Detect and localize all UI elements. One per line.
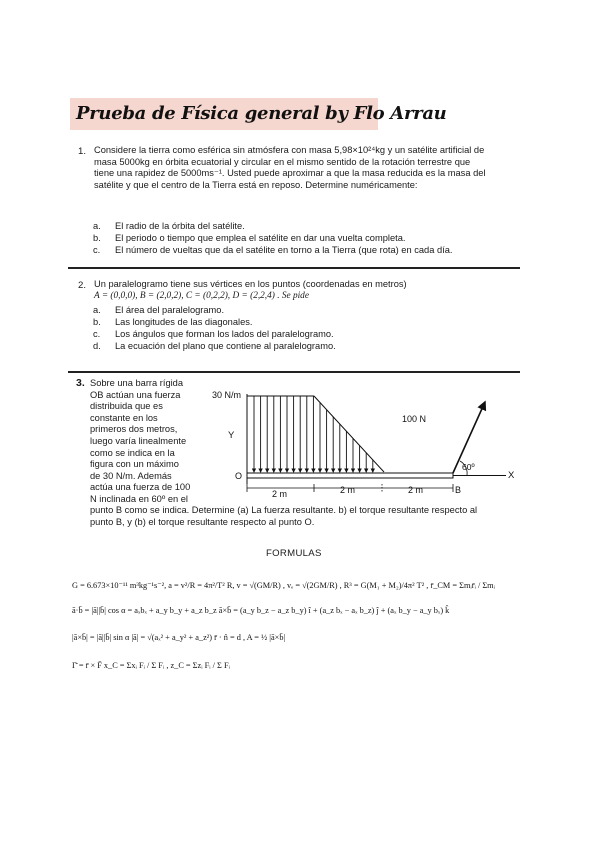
q1-item-b: b. El periodo o tiempo que emplea el satélite en dar una vuelta completa. — [93, 233, 406, 243]
q2-line: Un paralelogramo tiene sus vértices en los puntos (coordenadas en metros) — [94, 279, 407, 289]
formulas-heading: FORMULAS — [266, 548, 322, 559]
beam-bar — [247, 473, 453, 478]
x-axis-label: X — [508, 470, 515, 481]
q3-number: 3. — [76, 377, 85, 389]
q3-line: OB actúan una fuerza — [90, 389, 181, 400]
q1-number: 1. — [78, 146, 87, 157]
q1-item-c: c. El número de vueltas que da el satélite en torno a la Tierra (que rota) en cada día. — [93, 245, 453, 255]
divider-2 — [68, 371, 520, 373]
q1-line: masa 5000kg en órbita ecuatorial y circular en el mismo sentido de la rotación terrestre que — [94, 156, 471, 167]
segment-label: 2 m — [408, 485, 424, 495]
y-axis-label: Y — [228, 430, 235, 441]
segment-label: 2 m — [272, 489, 288, 499]
q1-line: Considere la tierra como esférica sin atmósfera con masa 5,98×10²⁴kg y un satélite artificial de — [94, 145, 485, 155]
q3-tail-text — [90, 505, 530, 528]
segment-label: 2 m — [340, 485, 356, 495]
formula-line-2: ā·b̄ = |ā||b̄| cos α = aₓbₓ + a_y b_y + a_z b_z ā×b̄ = (a_y b_z − a_z b_y) î + (a_z bₓ − aₓ b_z) ĵ + (aₓ b_y − a_y bₓ) k̂ — [72, 606, 450, 615]
q3-line: primeros dos metros, — [90, 424, 178, 435]
q2-item-b: b. Las longitudes de las diagonales. — [93, 317, 253, 327]
q3-line: como se indica en la — [90, 447, 175, 458]
formula-line-3: |ā×b̄| = |ā||b̄| sin α |ā| = √(aₓ² + a_y² + a_z²) r̄ · n̂ = d , A = ½ |ā×b̄| — [72, 633, 286, 642]
b-label: B — [455, 485, 462, 495]
q3-line: de 30 N/m. Además — [90, 470, 172, 481]
q1-line: tiene una rapidez de 5000ms⁻¹. Usted puede aproximar a que la masa reducida es la masa del — [94, 168, 486, 179]
q1-text — [94, 145, 526, 191]
formula-line-4: Γ̄ = r̄ × F̄ x_C = Σxᵢ Fᵢ / Σ Fᵢ , z_C = Σzᵢ Fᵢ / Σ Fᵢ — [72, 661, 230, 670]
q3-line: N inclinada en 60º en el — [90, 493, 188, 504]
q3-line: luego varía linealmente — [90, 435, 187, 446]
force-label: 100 N — [402, 414, 427, 424]
q3-line: constante en los — [90, 412, 158, 423]
q3-tail-line: punto B como se indica. Determine (a) La fuerza resultante. b) el torque resultante respecto al — [90, 505, 478, 515]
q3-line: figura con un máximo — [90, 459, 179, 470]
q2-item-c: c. Los ángulos que forman los lados del paralelogramo. — [93, 329, 334, 339]
q3-column-text — [90, 378, 202, 506]
q3-line: actúa una fuerza de 100 — [90, 482, 191, 493]
angle-label: 60º — [462, 462, 475, 472]
load-label: 30 N/m — [212, 390, 242, 400]
q3-line: Sobre una barra rígida — [90, 378, 184, 388]
q1-line: satélite y que el centro de la Tierra está en reposo. Determine numéricamente: — [94, 179, 418, 190]
formula-line-1: G = 6.673×10⁻¹¹ m³kg⁻¹s⁻², a = v²/R = 4π²/T² R, v = √(GM/R) , vₑ = √(2GM/R) , R³ = G(M₁ + M₂)/4π² T² , r̄_CM = Σmᵢr̄ᵢ / Σmᵢ — [72, 581, 495, 590]
q2-text — [94, 279, 526, 302]
o-label: O — [235, 471, 243, 481]
q2-item-d: d. La ecuación del plano que contiene al paralelogramo. — [93, 341, 336, 351]
q2-item-a: a. El área del paralelogramo. — [93, 305, 225, 315]
q3-line: distribuida que es — [90, 401, 163, 412]
divider-1 — [68, 267, 520, 269]
q2-points: A = (0,0,0), B = (2,0,2), C = (0,2,2), D = (2,2,4) . Se pide — [94, 290, 309, 301]
load-slope-line — [314, 396, 384, 472]
distributed-load-arrows — [254, 396, 373, 472]
q1-item-a: a. El radio de la órbita del satélite. — [93, 221, 245, 231]
q3-tail-line: punto B, y (b) el torque resultante respecto al punto O. — [90, 516, 315, 527]
q2-number: 2. — [78, 280, 87, 291]
beam-diagram — [210, 380, 530, 505]
page-title: Prueba de Física general by Flo Arrau — [76, 103, 447, 124]
